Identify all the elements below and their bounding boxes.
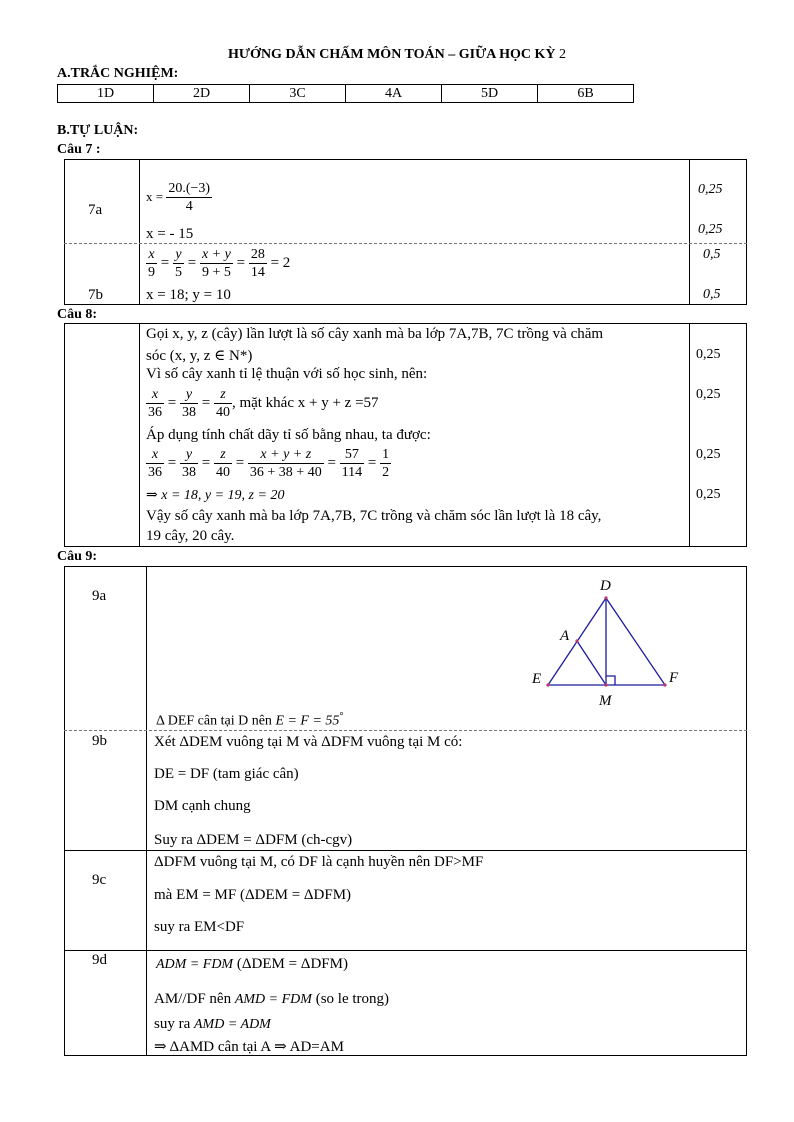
fraction-numerator: 1	[382, 447, 390, 462]
score: 0,25	[698, 222, 723, 237]
fraction-denominator: 14	[250, 265, 265, 280]
q8-proportion: $\frac{x}{36}$ = $\frac{y}{38}$ = $\frac{z}{40}$ , mặt khác x + y + z =57	[148, 387, 379, 420]
question-9-heading: Câu 9:	[57, 549, 98, 564]
point-f	[663, 683, 666, 686]
q8-line-tail: , mặt khác x + y + z =57	[231, 394, 379, 411]
fraction-denominator: 36	[148, 405, 162, 420]
fraction-numerator: z	[214, 386, 232, 404]
q9d-text: suy ra	[154, 1016, 194, 1032]
formula-tail: = 2	[270, 254, 291, 271]
q9b-line: Suy ra ΔDEM = ΔDFM (ch-cgv)	[154, 832, 353, 848]
fraction-denominator: 9	[148, 265, 155, 280]
q8-line: ⇒ x = 18, y = 19, z = 20	[146, 488, 285, 503]
divider	[139, 323, 140, 547]
score: 0,25	[696, 347, 721, 362]
q8-line: Vậy số cây xanh mà ba lớp 7A,7B, 7C trồng và chăm sóc lần lượt là 18 cây,	[146, 508, 602, 524]
row-divider	[64, 950, 747, 951]
score: 0,25	[698, 182, 723, 197]
row-divider	[64, 730, 747, 731]
fraction-denominator: 4	[185, 199, 193, 214]
q9d-line	[156, 956, 348, 973]
part-label-9d: 9d	[92, 952, 107, 968]
q8-line: Áp dụng tính chất dãy tỉ số bằng nhau, ta được:	[146, 427, 431, 443]
fraction-denominator: 5	[174, 265, 182, 280]
fraction-numerator: y	[180, 386, 198, 404]
point-m	[604, 683, 607, 686]
part-label-9a: 9a	[92, 588, 107, 604]
q9d-line	[154, 1016, 271, 1033]
reason: (so le trong)	[311, 991, 390, 1007]
result-7a: x = - 15	[146, 226, 194, 242]
score: 0,25	[696, 487, 721, 502]
q9a-angle-eq: E = F = 55	[275, 713, 340, 729]
part-a-heading: A.TRẮC NGHIỆM:	[57, 66, 179, 81]
q9b-line: Xét ΔDEM vuông tại M và ΔDFM vuông tại M có:	[154, 734, 463, 750]
question-7-heading: Câu 7 :	[57, 142, 101, 157]
part-label-7a: 7a	[88, 202, 103, 218]
part-b-heading: B.TỰ LUẬN:	[57, 123, 139, 138]
title-grade: 2	[558, 47, 566, 62]
answer-cell: 1D	[58, 85, 154, 103]
fraction-denominator: 2	[382, 465, 390, 480]
fraction-denominator: 114	[341, 465, 363, 480]
label-d: D	[600, 578, 611, 594]
angle-equation: AMD = ADM	[194, 1017, 271, 1032]
fraction-numerator: x	[146, 446, 164, 464]
fraction-denominator: 38	[181, 465, 196, 480]
fraction-denominator: 40	[215, 405, 230, 420]
angle-equation: ADM = FDM	[156, 957, 234, 972]
triangle-figure	[520, 570, 700, 710]
fraction-numerator: x	[146, 386, 164, 404]
q9c-line: mà EM = MF (ΔDEM = ΔDFM)	[154, 887, 352, 903]
formula-7a	[146, 180, 212, 215]
angle-equation: AMD = FDM	[234, 992, 312, 1007]
row-divider	[64, 243, 747, 244]
fraction-numerator: y	[180, 446, 198, 464]
fraction-denominator: 40	[215, 465, 230, 480]
q9a-text	[156, 711, 343, 730]
label-m: M	[599, 693, 612, 709]
q8-line: 19 cây, 20 cây.	[146, 528, 235, 544]
answer-table	[57, 84, 634, 103]
score: 0,5	[703, 287, 721, 302]
q9d-text: AM//DF nên	[154, 991, 235, 1007]
row-divider	[64, 850, 747, 851]
reason: (ΔDEM = ΔDFM)	[233, 956, 348, 972]
point-e	[546, 683, 549, 686]
q9a-text-part: Δ DEF cân tại D nên	[156, 713, 276, 729]
q8-line: Gọi x, y, z (cây) lần lượt là số cây xanh mà ba lớp 7A,7B, 7C trồng và chăm	[146, 326, 604, 342]
answer-cell: 4A	[346, 85, 442, 103]
q8-line: Vì số cây xanh tỉ lệ thuận với số học sinh, nên:	[146, 366, 428, 382]
fraction-denominator: 9 + 5	[201, 265, 231, 280]
q9c-line: suy ra EM<DF	[154, 919, 245, 935]
score: 0,5	[703, 247, 721, 262]
answer-cell: 6B	[538, 85, 634, 103]
q9b-line: DM cạnh chung	[154, 798, 251, 814]
page-title	[0, 47, 794, 63]
answer-cell: 5D	[442, 85, 538, 103]
score: 0,25	[696, 447, 721, 462]
q8-line: sóc (x, y, z ∈ N*)	[146, 348, 253, 364]
q9c-line: ΔDFM vuông tại M, có DF là cạnh huyền nên DF>MF	[154, 854, 484, 870]
divider	[689, 323, 690, 547]
divider	[689, 159, 690, 305]
fraction-denominator: 38	[181, 405, 196, 420]
right-angle-mark	[606, 676, 615, 685]
answer-cell: 2D	[154, 85, 250, 103]
label-e: E	[532, 671, 542, 687]
q9b-line: DE = DF (tam giác cân)	[154, 766, 299, 782]
part-label-9c: 9c	[92, 872, 107, 888]
part-label-9b: 9b	[92, 733, 107, 749]
fraction-denominator: 36 + 38 + 40	[249, 465, 322, 480]
fraction-numerator: y	[173, 246, 184, 264]
q9d-line	[154, 991, 389, 1008]
label-f: F	[669, 670, 679, 686]
answer-cell: 3C	[250, 85, 346, 103]
point-a	[575, 639, 578, 642]
label-a: A	[560, 628, 570, 644]
point-d	[604, 596, 607, 599]
divider	[139, 159, 140, 305]
fraction-numerator: z	[214, 446, 232, 464]
edge-df	[606, 598, 665, 685]
fraction-denominator: 36	[148, 465, 162, 480]
q9d-line: ⇒ ΔAMD cân tại A ⇒ AD=AM	[154, 1039, 344, 1055]
divider	[146, 566, 147, 1056]
fraction-numerator: 28	[250, 247, 265, 262]
fraction-numerator: x + y + z	[248, 446, 324, 464]
result-7b: x = 18; y = 10	[146, 287, 231, 303]
fraction-numerator: x + y	[200, 246, 233, 264]
degree-symbol: °	[339, 711, 344, 722]
score: 0,25	[696, 387, 721, 402]
question-8-heading: Câu 8:	[57, 307, 98, 322]
title-text: HƯỚNG DẪN CHẤM MÔN TOÁN – GIỮA HỌC KỲ	[228, 47, 559, 62]
q8-equal-ratios: $\frac{x}{36}$ = $\frac{y}{38}$ = $\frac{z}{40}$ = $\frac{x + y + z}{36 + 38 + 40}$ = $\frac{57}{114}$ = $\frac{1}{2}$	[148, 447, 390, 480]
formula-7b: $\frac{x}{9}$ = $\frac{y}{5}$ = $\frac{x + y}{9 + 5}$ = $\frac{28}{14}$ = 2	[148, 247, 291, 280]
edge-am	[577, 641, 606, 685]
fraction-numerator: x	[146, 246, 157, 264]
fraction-numerator: 20.(−3)	[168, 181, 211, 196]
formula-x-eq: x =	[146, 188, 167, 204]
fraction-numerator: 57	[340, 446, 364, 464]
part-label-7b: 7b	[88, 287, 103, 303]
